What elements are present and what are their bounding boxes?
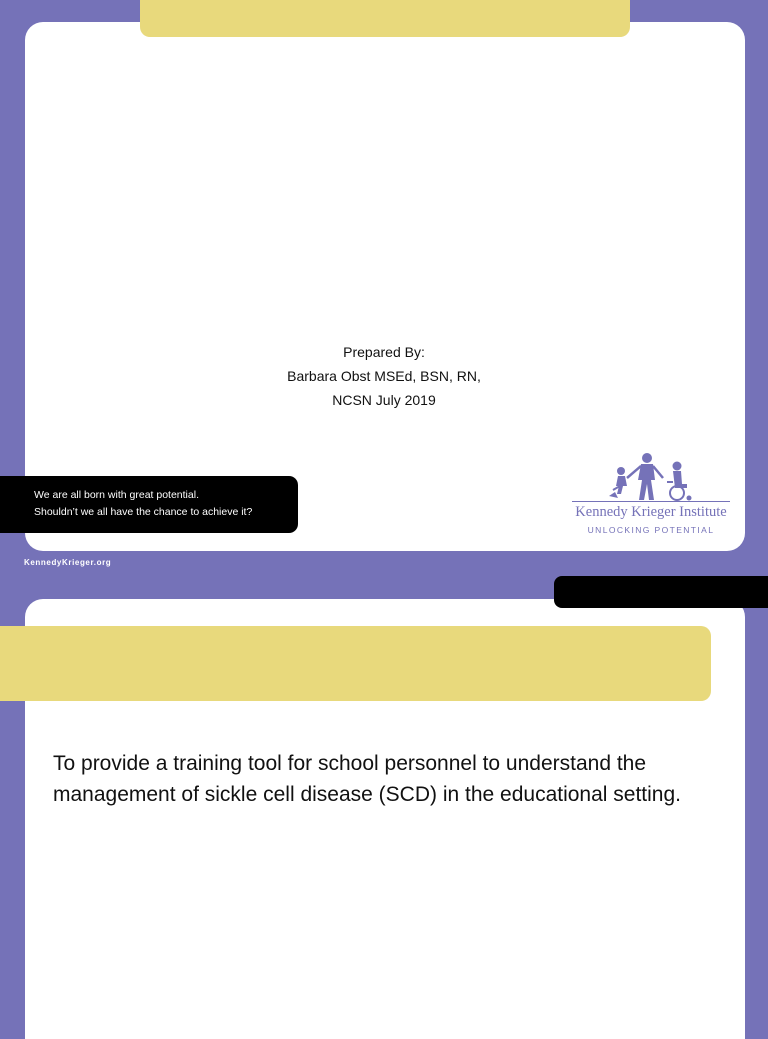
prepared-by-label: Prepared By: [343,344,425,360]
slide-2-title-bar [0,626,711,701]
slide-2-black-tab [554,576,768,608]
tagline-line-2: Shouldn’t we all have the chance to achieve it? [34,506,253,518]
family-figures-icon [607,452,693,502]
logo-tagline: UNLOCKING POTENTIAL [587,525,715,535]
logo-name: Kennedy Krieger Institute [575,504,727,520]
slide-1-title-bar [140,0,630,37]
prepared-by-block [200,340,568,412]
tagline-bar [0,476,298,533]
tagline-line-1: We are all born with great potential. [34,489,199,501]
author-credentials: Barbara Obst MSEd, BSN, RN, [287,368,481,384]
logo-rule [572,501,730,502]
kennedy-krieger-logo [567,452,735,542]
website-url: KennedyKrieger.org [24,558,112,567]
objective-text: To provide a training tool for school personnel to understand the management of sickle cell disease (SCD) in the educational setting. [53,752,681,806]
author-date: NCSN July 2019 [332,392,436,408]
